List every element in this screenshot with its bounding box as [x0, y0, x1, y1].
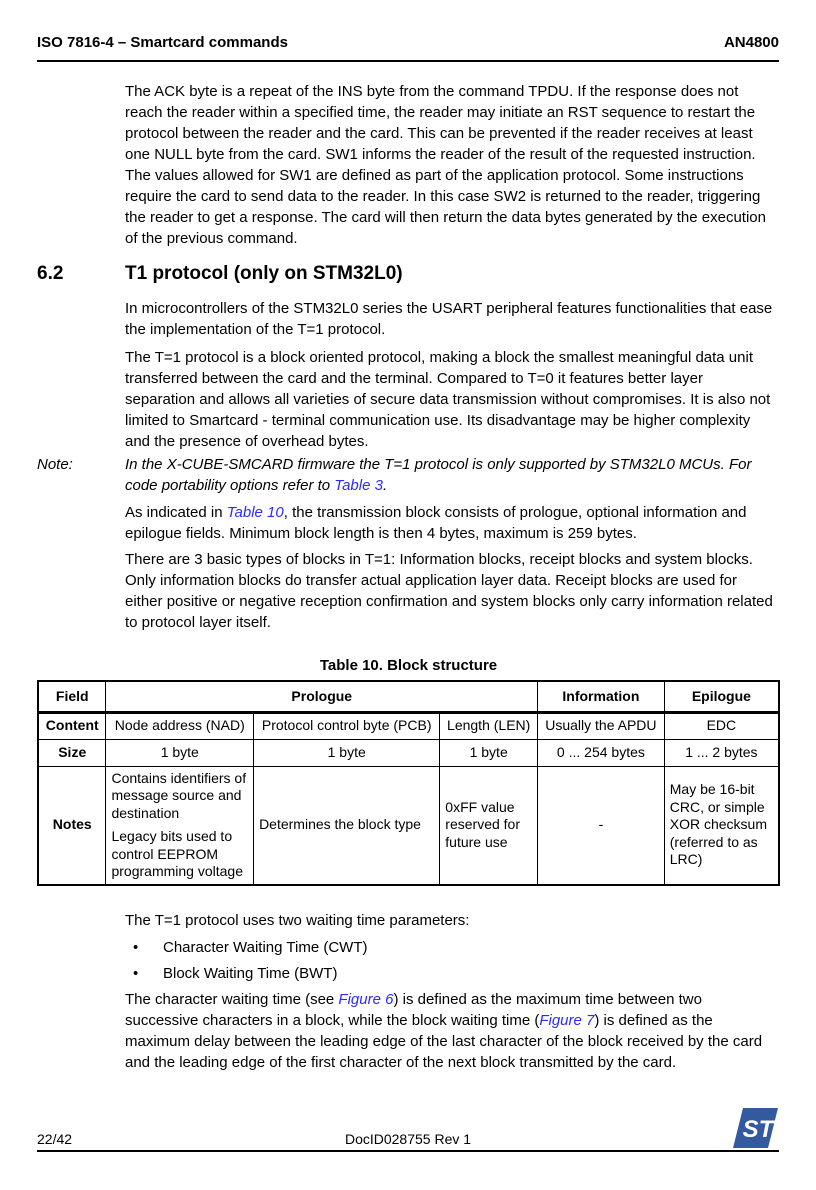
column-header-epilogue: Epilogue: [664, 681, 779, 712]
cell-notes-epilogue: May be 16-bit CRC, or simple XOR checksum (referred to as LRC): [664, 766, 779, 885]
paragraph-block-types: There are 3 basic types of blocks in T=1: Information blocks, receipt blocks and system blocks. Only information blocks do transfer actual application layer data. Receipt blocks are used for either positive or negative reception confirmation and system blocks only carry information related to protocol layer itself.: [125, 551, 773, 631]
cell-size-information: 0 ... 254 bytes: [538, 739, 665, 766]
table-ref-after: , the transmission block consists of prologue, optional information and epilogue fields. Minimum block length is then 4 bytes, maximum is 259 bytes.: [125, 504, 747, 542]
table-header-row: [38, 681, 779, 712]
table-ref-before: As indicated in: [125, 504, 227, 521]
table-row-size: [38, 739, 779, 766]
cell-size-epilogue: 1 ... 2 bytes: [664, 739, 779, 766]
notes-nad-line-1: Contains identifiers of message source and destination: [111, 769, 247, 821]
cell-size-nad: 1 byte: [106, 739, 254, 766]
block-structure-table: [37, 680, 780, 886]
cell-size-pcb: 1 byte: [254, 739, 440, 766]
table-row-notes: [38, 766, 779, 885]
cell-notes-pcb: Determines the block type: [254, 766, 440, 885]
note-text-before: In the X-CUBE-SMCARD firmware the T=1 protocol is only supported by STM32L0 MCUs. For code portability options refer to: [125, 456, 752, 494]
table-row-content: [38, 712, 779, 739]
section-number: 6.2: [37, 263, 64, 284]
paragraph-table-ref: [125, 502, 777, 544]
cell-content-nad: Node address (NAD): [106, 712, 254, 739]
note-label: Note:: [37, 456, 73, 473]
column-header-information: Information: [538, 681, 665, 712]
st-logo-icon: [732, 1107, 779, 1149]
row-label-content: Content: [38, 712, 106, 739]
page-footer: [37, 1116, 779, 1152]
paragraph-cwt-bwt: [125, 989, 777, 1073]
header-doc-number: AN4800: [723, 34, 779, 51]
cwt-text-1: The character waiting time (see: [125, 990, 339, 1008]
cell-notes-len: 0xFF value reserved for future use: [440, 766, 538, 885]
table-title: Table 10. Block structure: [319, 657, 498, 674]
cell-content-epilogue: EDC: [664, 712, 779, 739]
link-table-10[interactable]: Table 10: [226, 504, 284, 521]
section-heading: [37, 262, 777, 286]
doc-id: DocID028755 Rev 1: [344, 1131, 472, 1147]
cell-content-pcb: Protocol control byte (PCB): [254, 712, 440, 739]
header-title: ISO 7816-4 – Smartcard commands: [37, 34, 288, 51]
column-header-field: Field: [38, 681, 106, 712]
bullet-icon: •: [133, 964, 139, 982]
bullet-icon: •: [133, 938, 139, 956]
st-logo-text: ST: [742, 1116, 774, 1143]
row-label-size: Size: [38, 739, 106, 766]
page-body: [37, 81, 777, 1073]
paragraph-ack-byte: The ACK byte is a repeat of the INS byte from the command TPDU. If the response does not reach the reader within a specified time, the reader may initiate an RST sequence to restart the protocol between the reader and the card. This can be prevented if the reader receives at least one NULL byte from the card. SW1 informs the reader of the result of the requested instruction. The values allowed for SW1 are defined as part of the application protocol. Some instructions require the card to send data to the reader. In this case SW2 is returned to the reader, triggering the reader to get a response. The card will then return the data bytes generated by the execution of the previous command.: [125, 83, 766, 247]
bullet-text-cwt: Character Waiting Time (CWT): [163, 938, 368, 956]
page-number: 22/42: [37, 1131, 73, 1147]
paragraph-usart: In microcontrollers of the STM32L0 series the USART peripheral features functionalities that ease the implementation of the T=1 protocol.: [125, 300, 773, 338]
list-item-cwt: [125, 937, 777, 958]
list-item-bwt: [125, 963, 777, 984]
note-text: [125, 454, 777, 496]
link-table-3[interactable]: Table 3: [334, 477, 383, 494]
cell-content-information: Usually the APDU: [538, 712, 665, 739]
cell-content-len: Length (LEN): [440, 712, 538, 739]
cell-size-len: 1 byte: [440, 739, 538, 766]
link-figure-7[interactable]: Figure 7: [539, 1011, 595, 1029]
page-header: [37, 34, 779, 62]
link-figure-6[interactable]: Figure 6: [338, 990, 394, 1008]
notes-nad-line-2: Legacy bits used to control EEPROM programming voltage: [111, 828, 243, 879]
section-title: T1 protocol (only on STM32L0): [125, 263, 403, 284]
row-label-notes: Notes: [38, 766, 106, 885]
bullet-list: [125, 937, 777, 984]
cell-notes-information: -: [538, 766, 665, 885]
cwt-text-2: ) is defined as the maximum time between two successive characters in a block, while the block waiting time (: [125, 990, 702, 1029]
bullet-text-bwt: Block Waiting Time (BWT): [163, 964, 338, 982]
paragraph-waiting-params: The T=1 protocol uses two waiting time parameters:: [125, 911, 470, 929]
column-header-prologue: Prologue: [106, 681, 538, 712]
cwt-text-3: ) is defined as the maximum delay between the leading edge of the last character of the block received by the card and the leading edge of the first character of the next block transmitted by the card.: [125, 1011, 763, 1071]
note: [37, 454, 777, 496]
paragraph-block-oriented: The T=1 protocol is a block oriented protocol, making a block the smallest meaningful data unit transferred between the card and the terminal. Compared to T=0 it features better layer separation and allows all varieties of secure data transmission without compromises. It is also not limited to Smartcard - terminal communication use. Its disadvantage may be higher complexity and the presence of overhead bytes.: [125, 349, 771, 450]
cell-notes-nad: [106, 766, 254, 885]
note-text-after: .: [382, 477, 388, 494]
